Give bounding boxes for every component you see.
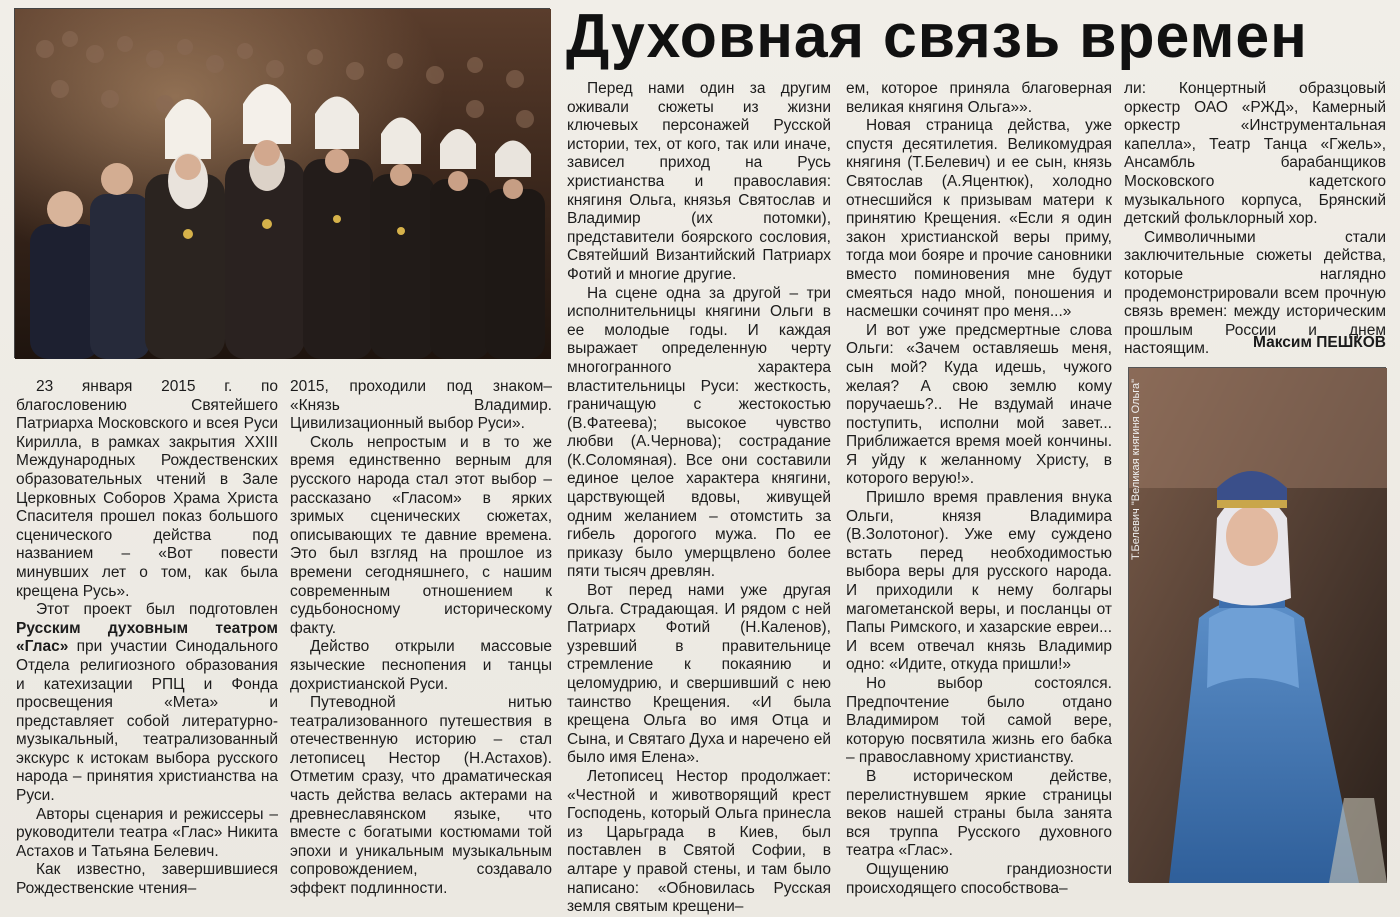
paragraph: Пришло время правления внука Ольги, князя Владимира (В.Золотоног). Уже ему суждено встать перед необходимостью выбора веры для русского народа. И приходили к нему болгары магометанской веры, и посланцы от Папы Римского, и хазарские евреи... И всем отвечал князь Владимир одно: «Идите, откуда пришли!» [846,489,1112,674]
paragraph: 2015, проходили под знаком– «Князь Владимир. Цивилизационный выбор Руси». [290,378,552,433]
headline: Духовная связь времен [566,2,1308,71]
column-3 [567,80,831,917]
paragraph: Летописец Нестор продолжает: «Честной и животворящий крест Господень, который Ольга принесла из Царьграда в Киев, был поставлен в Святой Софии, в алтаре у правой стены, и там было написано: «Обновилась Русская земля святым крещени– [567,767,831,916]
column-2 [290,378,552,899]
olga-photo [1128,367,1386,882]
column-4 [846,80,1112,898]
paragraph: Ощущению грандиозности происходящего способствова– [846,860,1112,897]
paragraph: Символичными стали заключительные сюжеты действа, которые наглядно продемонстрировали всем прочную связь времен: между историческим прошлым России и днем настоящим. [1124,228,1386,358]
column-5 [1124,80,1386,359]
paragraph: Новая страница действа, уже спустя десятилетия. Великомудрая княгиня (Т.Белевич) и ее сын, князь Святослав (А.Яцентюк), холодно отнесшийся к призывам матери к принятию Крещения. «Если я один закон христианской веры приму, тогда мои бояре и прочие сановники вместо поминовения мне будут смеяться надо мной, поношения и насмешки сочинят про меня...» [846,117,1112,321]
paragraph: Этот проект был подготовлен Русским духовным театром «Глас» при участии Синодального Отдела религиозного образования и катехизации РПЦ и Фонда просвещения «Мета» и представляет собой литературно-музыкальный, театрализованный экскурс к истокам выбора русского народа – принятия христианства на Руси. [16,601,278,805]
paragraph: На сцене одна за другой – три исполнительницы княгини Ольги в ее молодые годы. И каждая выражает определенную черту многогранного характера властительницы Руси: жесткость, граничащую с жестокостью (В.Фатеева); высокое чувство любви (А.Чернова); сострадание (К.Соломяная). Все они составили единое целое характера княгини, царствующей вдовы, живущей одним желанием – отомстить за гибель дорогого мужа. По ее приказу было умерщвлено более пяти тысяч древлян. [567,284,831,581]
paragraph: И вот уже предсмертные слова Ольги: «Зачем оставляешь меня, сын мой? Куда идешь, чужого желая? А свою землю кому поручаешь?.. Не вздумай иначе поступить, исполни мой завет... Приближается время моей кончины. Я уйду к желанному Христу, в которого верую!». [846,321,1112,488]
paragraph: Как известно, завершившиеся Рождественские чтения– [16,861,278,898]
column-1 [16,378,278,899]
clergy-photo [14,8,550,358]
paragraph: 23 января 2015 г. по благословению Святейшего Патриарха Московского и всея Руси Кирилла, в рамках закрытия XXIII Международных Рождественских образовательных чтений в Зале Церковных Соборов Храма Христа Спасителя прошел показ большого сценического действа под названием – «Вот повести минувших лет о том, как была крещена Русь». [16,378,278,600]
paragraph: В историческом действе, перелистнувшем яркие страницы веков нашей страны была занята вся труппа Русского духовного театра «Глас». [846,767,1112,860]
paragraph: Действо открыли массовые языческие песнопения и танцы дохристианской Руси. [290,638,552,693]
photo-caption: Т.Белевич "Великая княгиня Ольга" [1130,378,1142,560]
theatre-name: Русским духовным театром «Глас» [16,619,278,656]
paragraph: Авторы сценария и режиссеры – руководители театра «Глас» Никита Астахов и Татьяна Белевич. [16,805,278,860]
paragraph: Но выбор состоялся. Предпочтение было отдано Владимиром той самой вере, которую посвятила жизнь его бабка – православному христианству. [846,675,1112,767]
paragraph: ли: Концертный образцовый оркестр ОАО «РЖД», Камерный оркестр «Инструментальная капелла», Театр Танца «Гжель», Ансамбль барабанщиков Московского кадетского музыкального корпуса, Брянский детский фольклорный хор. [1124,80,1386,228]
paragraph: Путеводной нитью театрализованного путешествия в отечественную историю – стал летописец Нестор (Н.Астахов). Отметим сразу, что драматическая часть действа велась актерами на древнеславянском языке, что вместе с богатыми костюмами той эпохи и уникальным музыкальным сопровождением, создавало эффект подлинности. [290,694,552,898]
paragraph: Перед нами один за другим оживали сюжеты из жизни ключевых персонажей Русской истории, тех, от кого, так или иначе, зависел приход на Русь христианства и православия: княгиня Ольга, князья Святослав и Владимир (их потомки), представители боярского сословия, Святейший Византийский Патриарх Фотий и многие другие. [567,80,831,283]
author-byline: Максим ПЕШКОВ [1253,334,1386,351]
paragraph: ем, которое приняла благоверная великая княгиня Ольга»». [846,80,1112,116]
paragraph: Вот перед нами уже другая Ольга. Страдающая. И рядом с ней Патриарх Фотий (Н.Каленов), узревший в правительнице стремление к покаянию и целомудрию, и свершивший с нею таинство Крещения. «И была крещена Ольга во имя Отца и Сына, и Святаго Духа и наречено ей было имя Елена». [567,582,831,767]
paragraph: Сколь непростым и в то же время единственно верным для русского народа стал этот выбор – рассказано «Гласом» в ярких зримых сценических сюжетах, описывающих те давние времена. Это был взгляд на прошлое из времени сегодняшнего, с нашим современным отношением к судьбоносному историческому факту. [290,433,552,637]
